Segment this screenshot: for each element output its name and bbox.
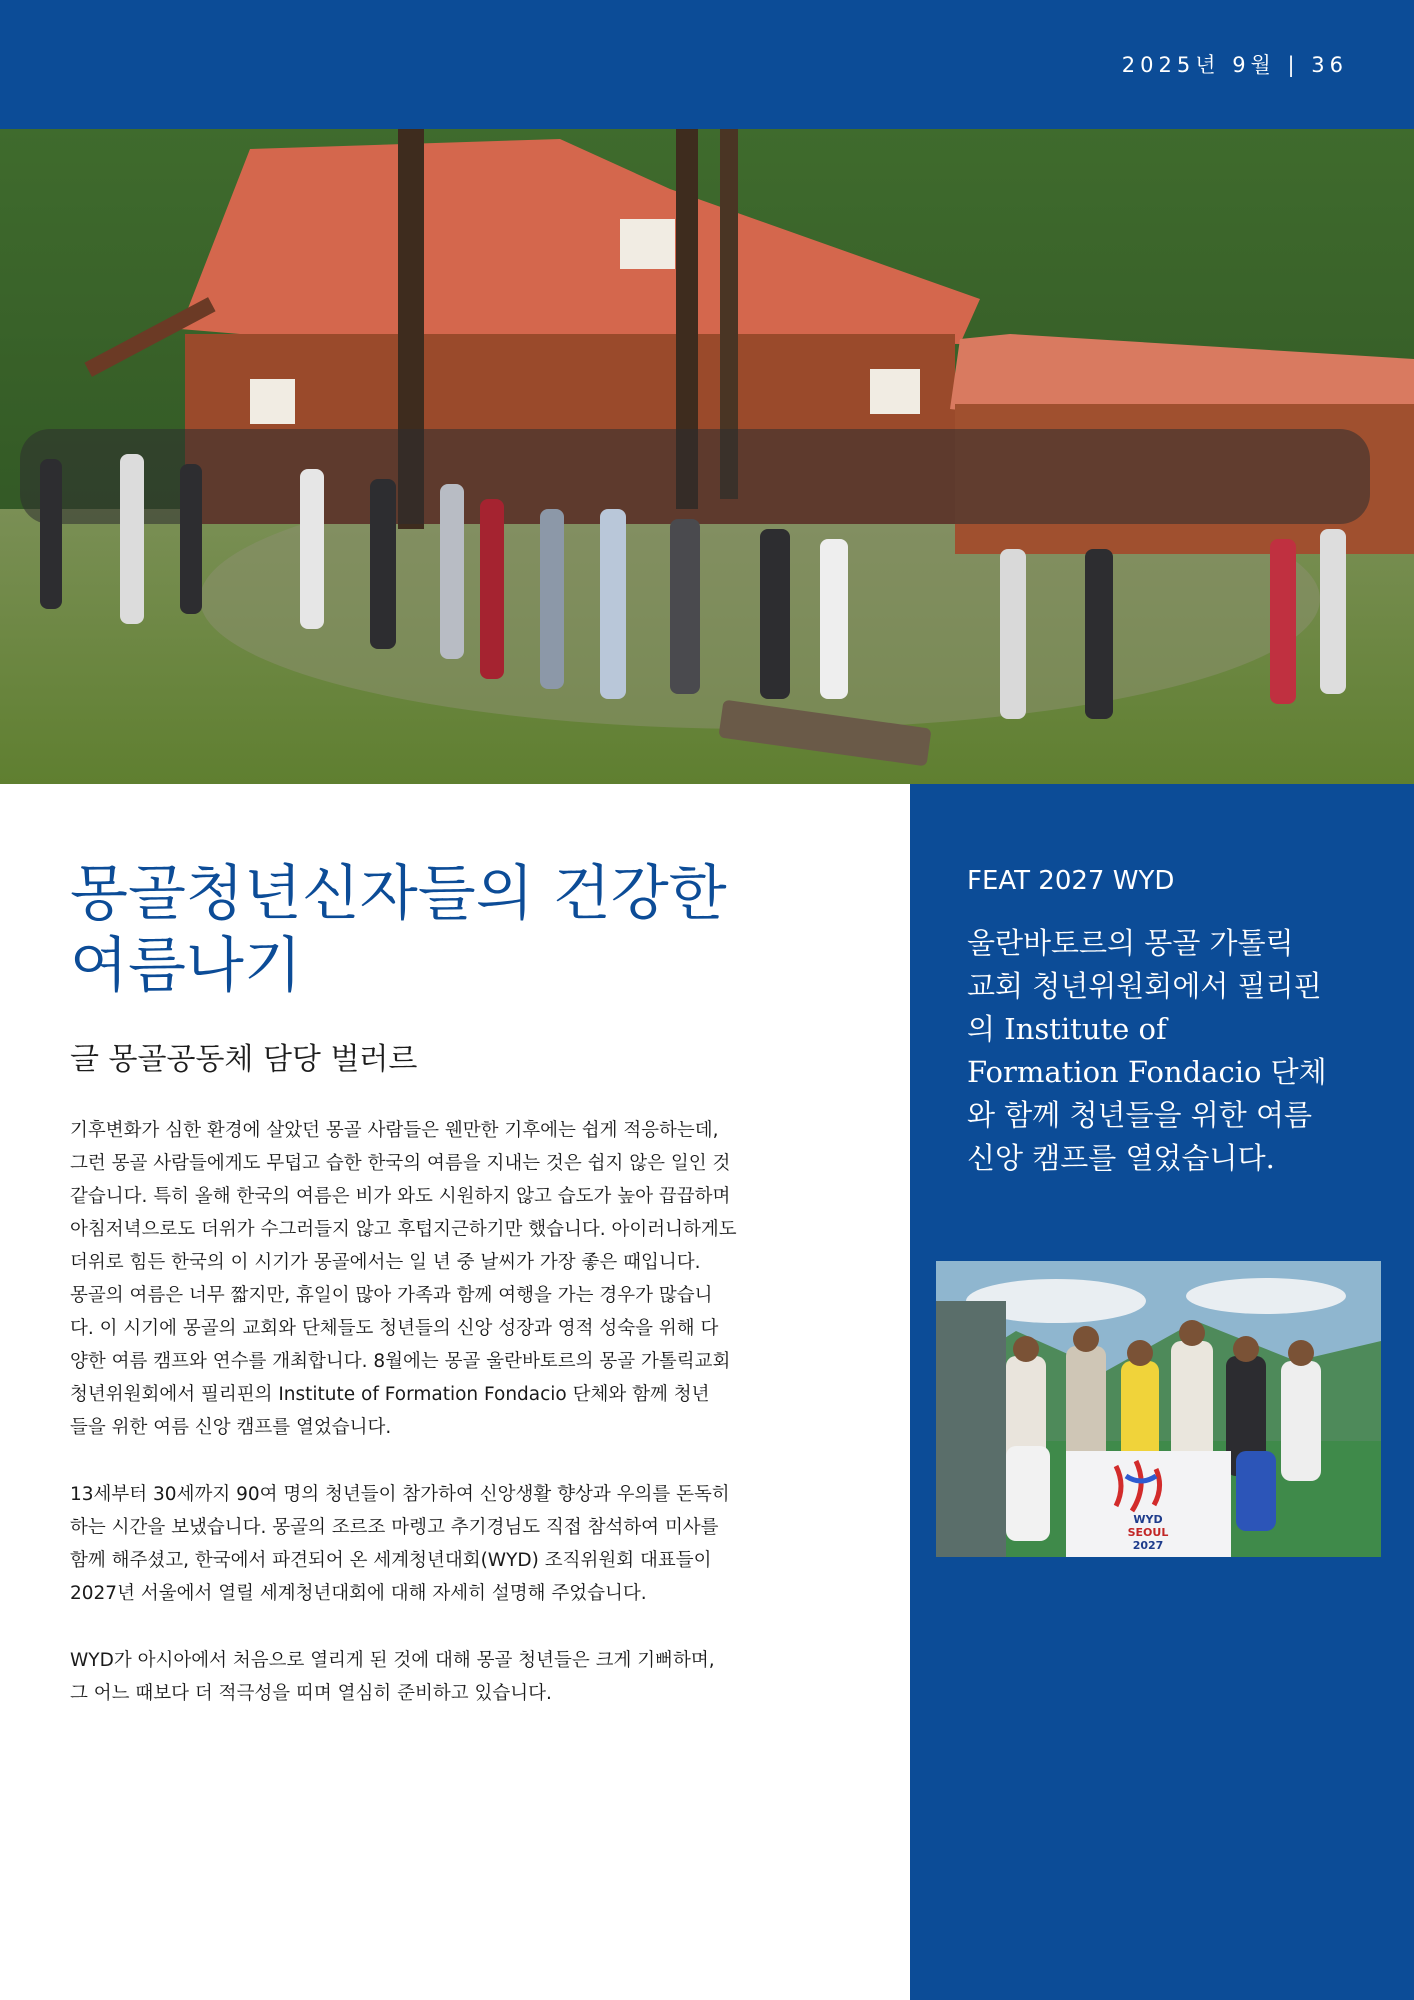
wyd-banner-text: WYD — [1133, 1513, 1163, 1526]
inset-photo — [936, 1261, 1381, 1557]
body-paragraph: 13세부터 30세까지 90여 명의 청년들이 참가하여 신앙생활 향상과 우의를 돈독히 하는 시간을 보냈습니다. 몽골의 조르조 마렝고 추기경님도 직접 참석하여 미사를 함께 해주셨고, 한국에서 파견되어 온 세계청년대회(WYD) 조직위원회 대표들이 2027년 서울에서 열릴 세계청년대회에 대해 자세히 설명해 주었습니다. — [70, 1484, 730, 1604]
lodge-window — [250, 379, 295, 424]
feature-label: FEAT 2027 WYD — [967, 866, 1175, 896]
issue-date-page-number: 2025년 9월 | 36 — [1121, 53, 1348, 77]
hero-photo — [0, 129, 1414, 784]
article-title: 몽골청년신자들의 건강한 여름나기 — [70, 859, 727, 1001]
lodge-window — [620, 219, 675, 269]
body-paragraph: 기후변화가 심한 환경에 살았던 몽골 사람들은 웬만한 기후에는 쉽게 적응하는데, 그런 몽골 사람들에게도 무덥고 습한 한국의 여름을 지내는 것은 쉽지 않은 일인 것 같습니다. 특히 올해 한국의 여름은 비가 와도 시원하지 않고 습도가 높아 끕끕하며 아침저녁으로도 더위가 수그러들지 않고 후텁지근하기만 했습니다. 아이러니하게도 더위로 힘든 한국의 이 시기가 몽골에서는 일 년 중 날씨가 가장 좋은 때입니다. 몽골의 여름은 너무 짧지만, 휴일이 많아 가족과 함께 여행을 가는 경우가 많습니 다. 이 시기에 몽골의 교회와 단체들도 청년들의 신앙 성장과 영적 성숙을 위해 다 양한 여름 캠프와 연수를 개최합니다. 8월에는 몽골 울란바토르의 몽골 가톨릭교회 청년위원회에서 필리핀의 Institute of Formation Fondacio 단체와 함께 청년 들을 위한 여름 신앙 캠프를 열었습니다. — [70, 1120, 737, 1438]
doorway — [936, 1301, 1006, 1557]
photo-icon — [936, 1261, 1381, 1557]
lodge-window — [870, 369, 920, 414]
photo-icon — [0, 129, 1414, 784]
header-bar — [0, 0, 1414, 129]
wyd-banner-text: 2027 — [1132, 1539, 1164, 1552]
sidebar-panel — [910, 784, 1414, 2000]
feature-summary: 울란바토르의 몽골 가톨릭 교회 청년위원회에서 필리핀 의 Institute of Formation Fondacio 단체 와 함께 청년들을 위한 여름 신앙 캠프를 열었습니다. — [967, 926, 1327, 1175]
wyd-banner-text: SEOUL — [1127, 1526, 1169, 1539]
article-body — [70, 1114, 870, 1744]
mural-cloud — [1186, 1278, 1346, 1314]
body-paragraph: WYD가 아시아에서 처음으로 열리게 된 것에 대해 몽골 청년들은 크게 기뻐하며, 그 어느 때보다 더 적극성을 띠며 열심히 준비하고 있습니다. — [70, 1650, 715, 1704]
article-byline: 글 몽골공동체 담당 벌러르 — [70, 1042, 418, 1077]
